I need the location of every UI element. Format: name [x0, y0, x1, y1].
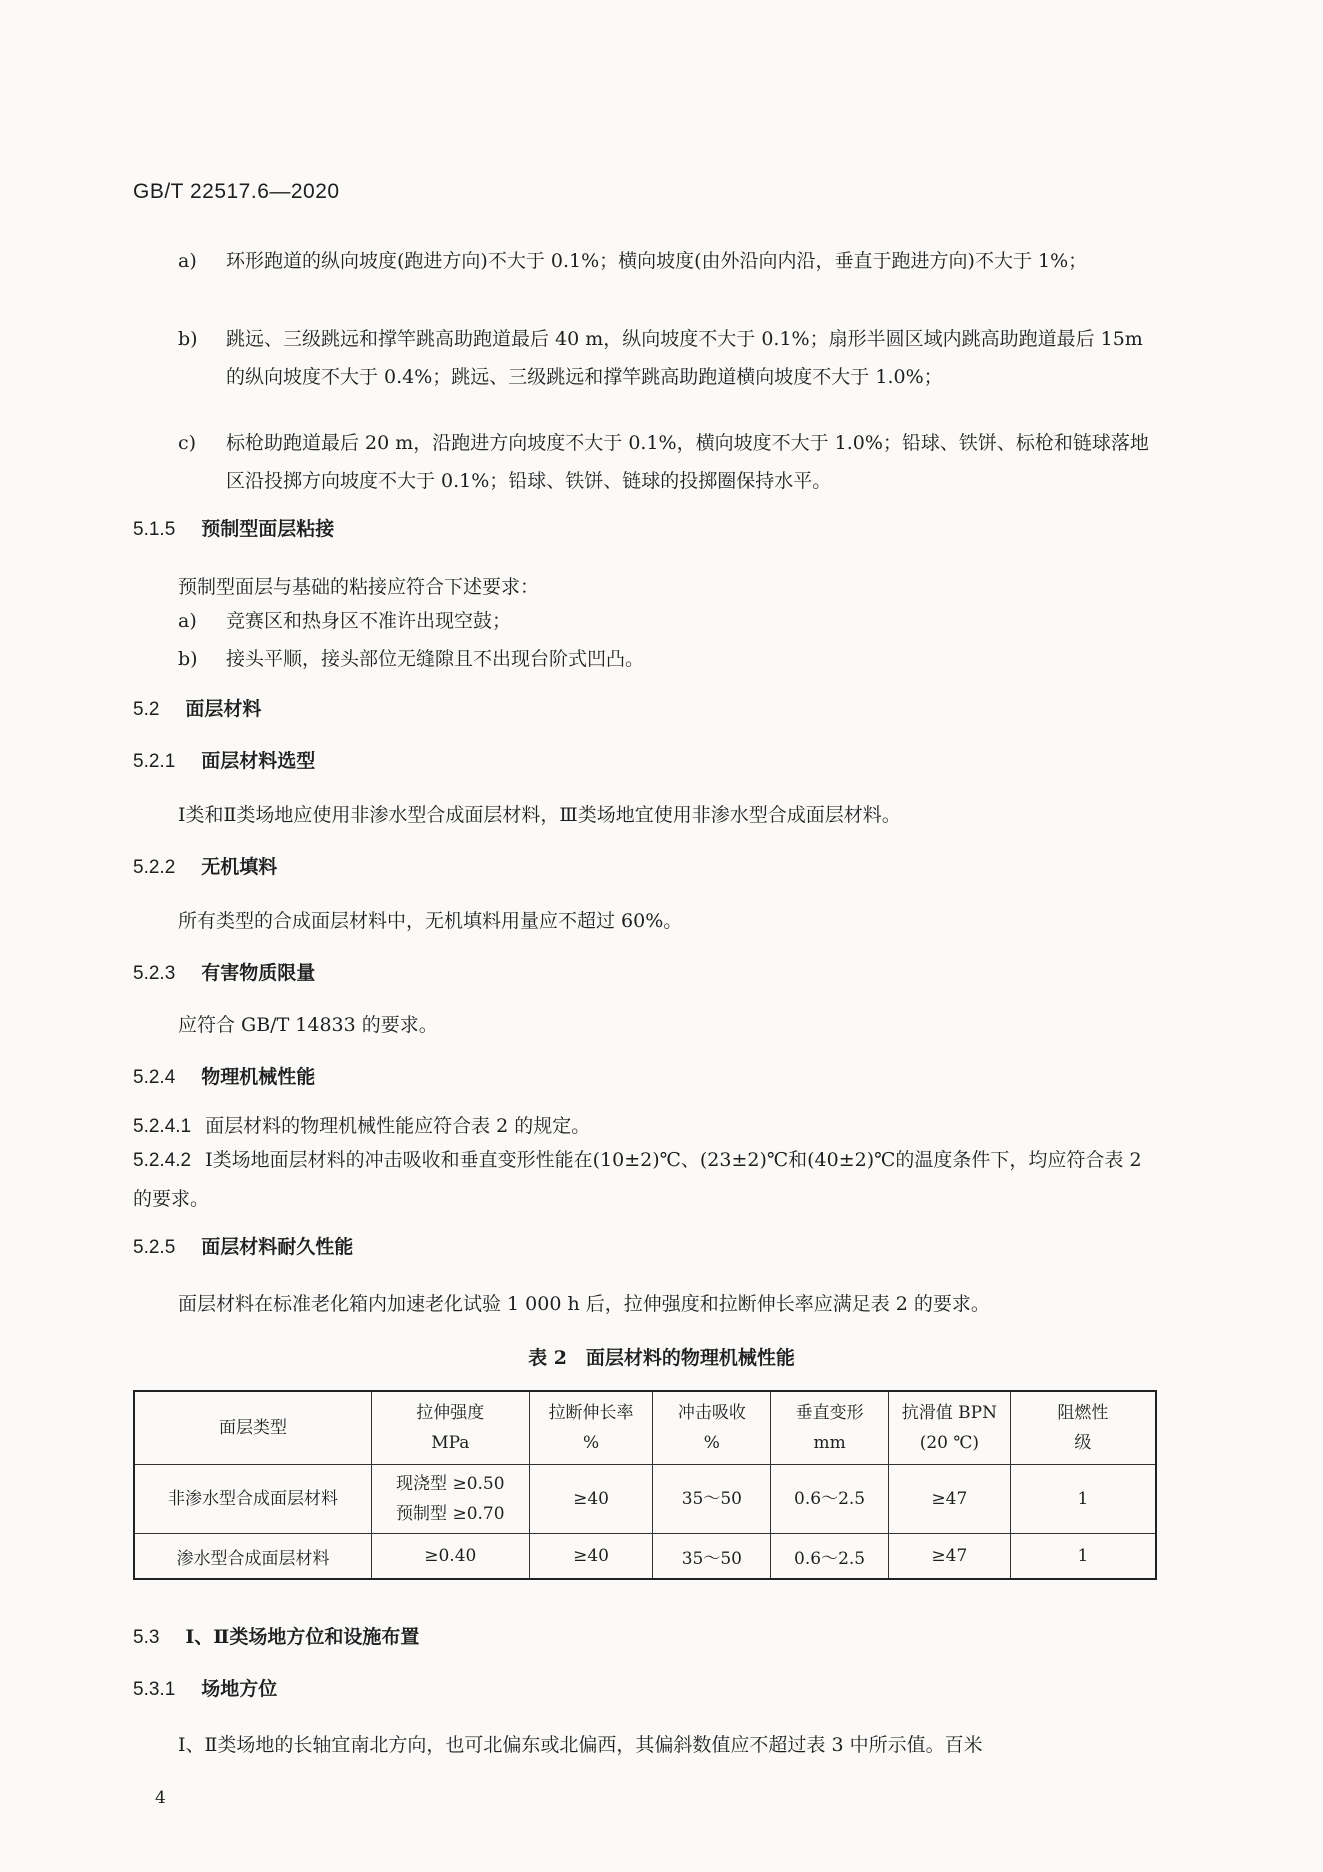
section-title: 有害物质限量: [201, 962, 316, 984]
section-heading-5-2: [133, 694, 261, 721]
section-number: 5.3.1: [133, 1679, 176, 1700]
table-caption: 表 2 面层材料的物理机械性能: [528, 1347, 795, 1369]
table-cell: 35～50: [653, 1534, 771, 1580]
table-cell: 1: [1010, 1465, 1156, 1534]
section-title: 无机填料: [201, 856, 278, 878]
table-row: [134, 1534, 1156, 1580]
section-title: 预制型面层粘接: [201, 518, 335, 540]
list-item: [178, 640, 1156, 678]
section-heading-5-2-2: [133, 852, 277, 879]
subclause-text: Ⅰ类场地面层材料的冲击吸收和垂直变形性能在(10±2)℃、(23±2)℃和(40±2)℃的温度条件下，均应符合表 2 的要求。: [133, 1149, 1142, 1210]
section-title: 面层材料耐久性能: [201, 1236, 354, 1258]
list-label: c): [178, 432, 197, 454]
header-cell: 拉伸强度 MPa: [371, 1391, 529, 1465]
section-title: 场地方位: [201, 1678, 278, 1700]
header-cell: 抗滑值 BPN (20 ℃): [888, 1391, 1010, 1465]
section-number: 5.2.2: [133, 857, 176, 878]
section-number: 5.2.3: [133, 963, 176, 984]
section-heading-5-2-5: [133, 1232, 353, 1259]
section-heading-5-1-5: [133, 514, 334, 541]
section-title: 物理机械性能: [201, 1066, 316, 1088]
section-heading-5-2-1: [133, 746, 315, 773]
table-cell: 现浇型 ≥0.50 预制型 ≥0.70: [371, 1465, 529, 1534]
table-cell: 35～50: [653, 1465, 771, 1534]
section-number: 5.2.5: [133, 1237, 176, 1258]
section-number: 5.2.1: [133, 751, 176, 772]
list-text: 环形跑道的纵向坡度(跑进方向)不大于 0.1%；横向坡度(由外沿向内沿，垂直于跑进方向)不大于 1%；: [226, 250, 1088, 272]
section-heading-5-2-3: [133, 958, 315, 985]
paragraph: 面层材料在标准老化箱内加速老化试验 1 000 h 后，拉伸强度和拉断伸长率应满足表 2 的要求。: [178, 1293, 990, 1315]
section-number: 5.1.5: [133, 519, 176, 540]
table-cell: ≥47: [888, 1534, 1010, 1580]
paragraph: 预制型面层与基础的粘接应符合下述要求：: [178, 576, 540, 598]
list-label: a): [178, 610, 197, 632]
list-label: b): [178, 648, 198, 670]
subclause-number: 5.2.4.2: [133, 1150, 192, 1171]
table-row: [134, 1465, 1156, 1534]
header-cell: 拉断伸长率 %: [529, 1391, 653, 1465]
table-cell: ≥0.40: [371, 1534, 529, 1580]
header-cell: 阻燃性 级: [1010, 1391, 1156, 1465]
header-cell: 垂直变形 mm: [771, 1391, 889, 1465]
list-text: 接头平顺，接头部位无缝隙且不出现台阶式凹凸。: [226, 648, 645, 670]
section-number: 5.2: [133, 699, 160, 720]
header-cell: 冲击吸收 %: [653, 1391, 771, 1465]
list-text: 标枪助跑道最后 20 m，沿跑进方向坡度不大于 0.1%，横向坡度不大于 1.0%；铅球、铁饼、标枪和链球落地区沿投掷方向坡度不大于 0.1%；铅球、铁饼、链球的投掷圈保持水平。: [226, 432, 1149, 492]
section-title: 面层材料: [185, 698, 262, 720]
paragraph: 应符合 GB/T 14833 的要求。: [178, 1014, 438, 1036]
paragraph: 所有类型的合成面层材料中，无机填料用量应不超过 60%。: [178, 910, 683, 932]
subclause-text: 面层材料的物理机械性能应符合表 2 的规定。: [205, 1115, 591, 1137]
header-cell: 面层类型: [134, 1391, 371, 1465]
list-item: [178, 242, 1156, 280]
list-item: [178, 320, 1156, 396]
properties-table: [133, 1390, 1157, 1580]
table-cell: ≥40: [529, 1465, 653, 1534]
table-header-row: [134, 1391, 1156, 1465]
list-text: 跳远、三级跳远和撑竿跳高助跑道最后 40 m，纵向坡度不大于 0.1%；扇形半圆区域内跳高助跑道最后 15m 的纵向坡度不大于 0.4%；跳远、三级跳远和撑竿跳高助跑道横向坡度不大于 1.0%；: [226, 328, 1143, 388]
table-cell: 0.6～2.5: [771, 1465, 889, 1534]
table-cell: 0.6～2.5: [771, 1534, 889, 1580]
paragraph: Ⅰ类和Ⅱ类场地应使用非渗水型合成面层材料，Ⅲ类场地宜使用非渗水型合成面层材料。: [178, 804, 901, 826]
table-cell: 1: [1010, 1534, 1156, 1580]
table-cell: ≥47: [888, 1465, 1010, 1534]
list-label: b): [178, 328, 198, 350]
list-item: [178, 602, 1156, 640]
section-heading-5-3-1: [133, 1674, 277, 1701]
list-text: 竞赛区和热身区不准许出现空鼓；: [226, 610, 512, 632]
table-cell: ≥40: [529, 1534, 653, 1580]
section-heading-5-3: [133, 1622, 419, 1649]
list-label: a): [178, 250, 197, 272]
section-title: 面层材料选型: [201, 750, 316, 772]
section-number: 5.3: [133, 1627, 160, 1648]
table-cell: 渗水型合成面层材料: [134, 1534, 371, 1580]
section-heading-5-2-4: [133, 1062, 315, 1089]
page-number: 4: [155, 1788, 166, 1808]
section-title: Ⅰ、Ⅱ类场地方位和设施布置: [185, 1626, 420, 1648]
subclause-5-2-4-2: [133, 1141, 1157, 1218]
table-cell: 非渗水型合成面层材料: [134, 1465, 371, 1534]
document-header: GB/T 22517.6—2020: [133, 180, 340, 203]
paragraph: Ⅰ、Ⅱ类场地的长轴宜南北方向，也可北偏东或北偏西，其偏斜数值应不超过表 3 中所示值。百米: [178, 1734, 983, 1756]
subclause-number: 5.2.4.1: [133, 1116, 192, 1137]
list-item: [178, 424, 1156, 500]
section-number: 5.2.4: [133, 1067, 176, 1088]
